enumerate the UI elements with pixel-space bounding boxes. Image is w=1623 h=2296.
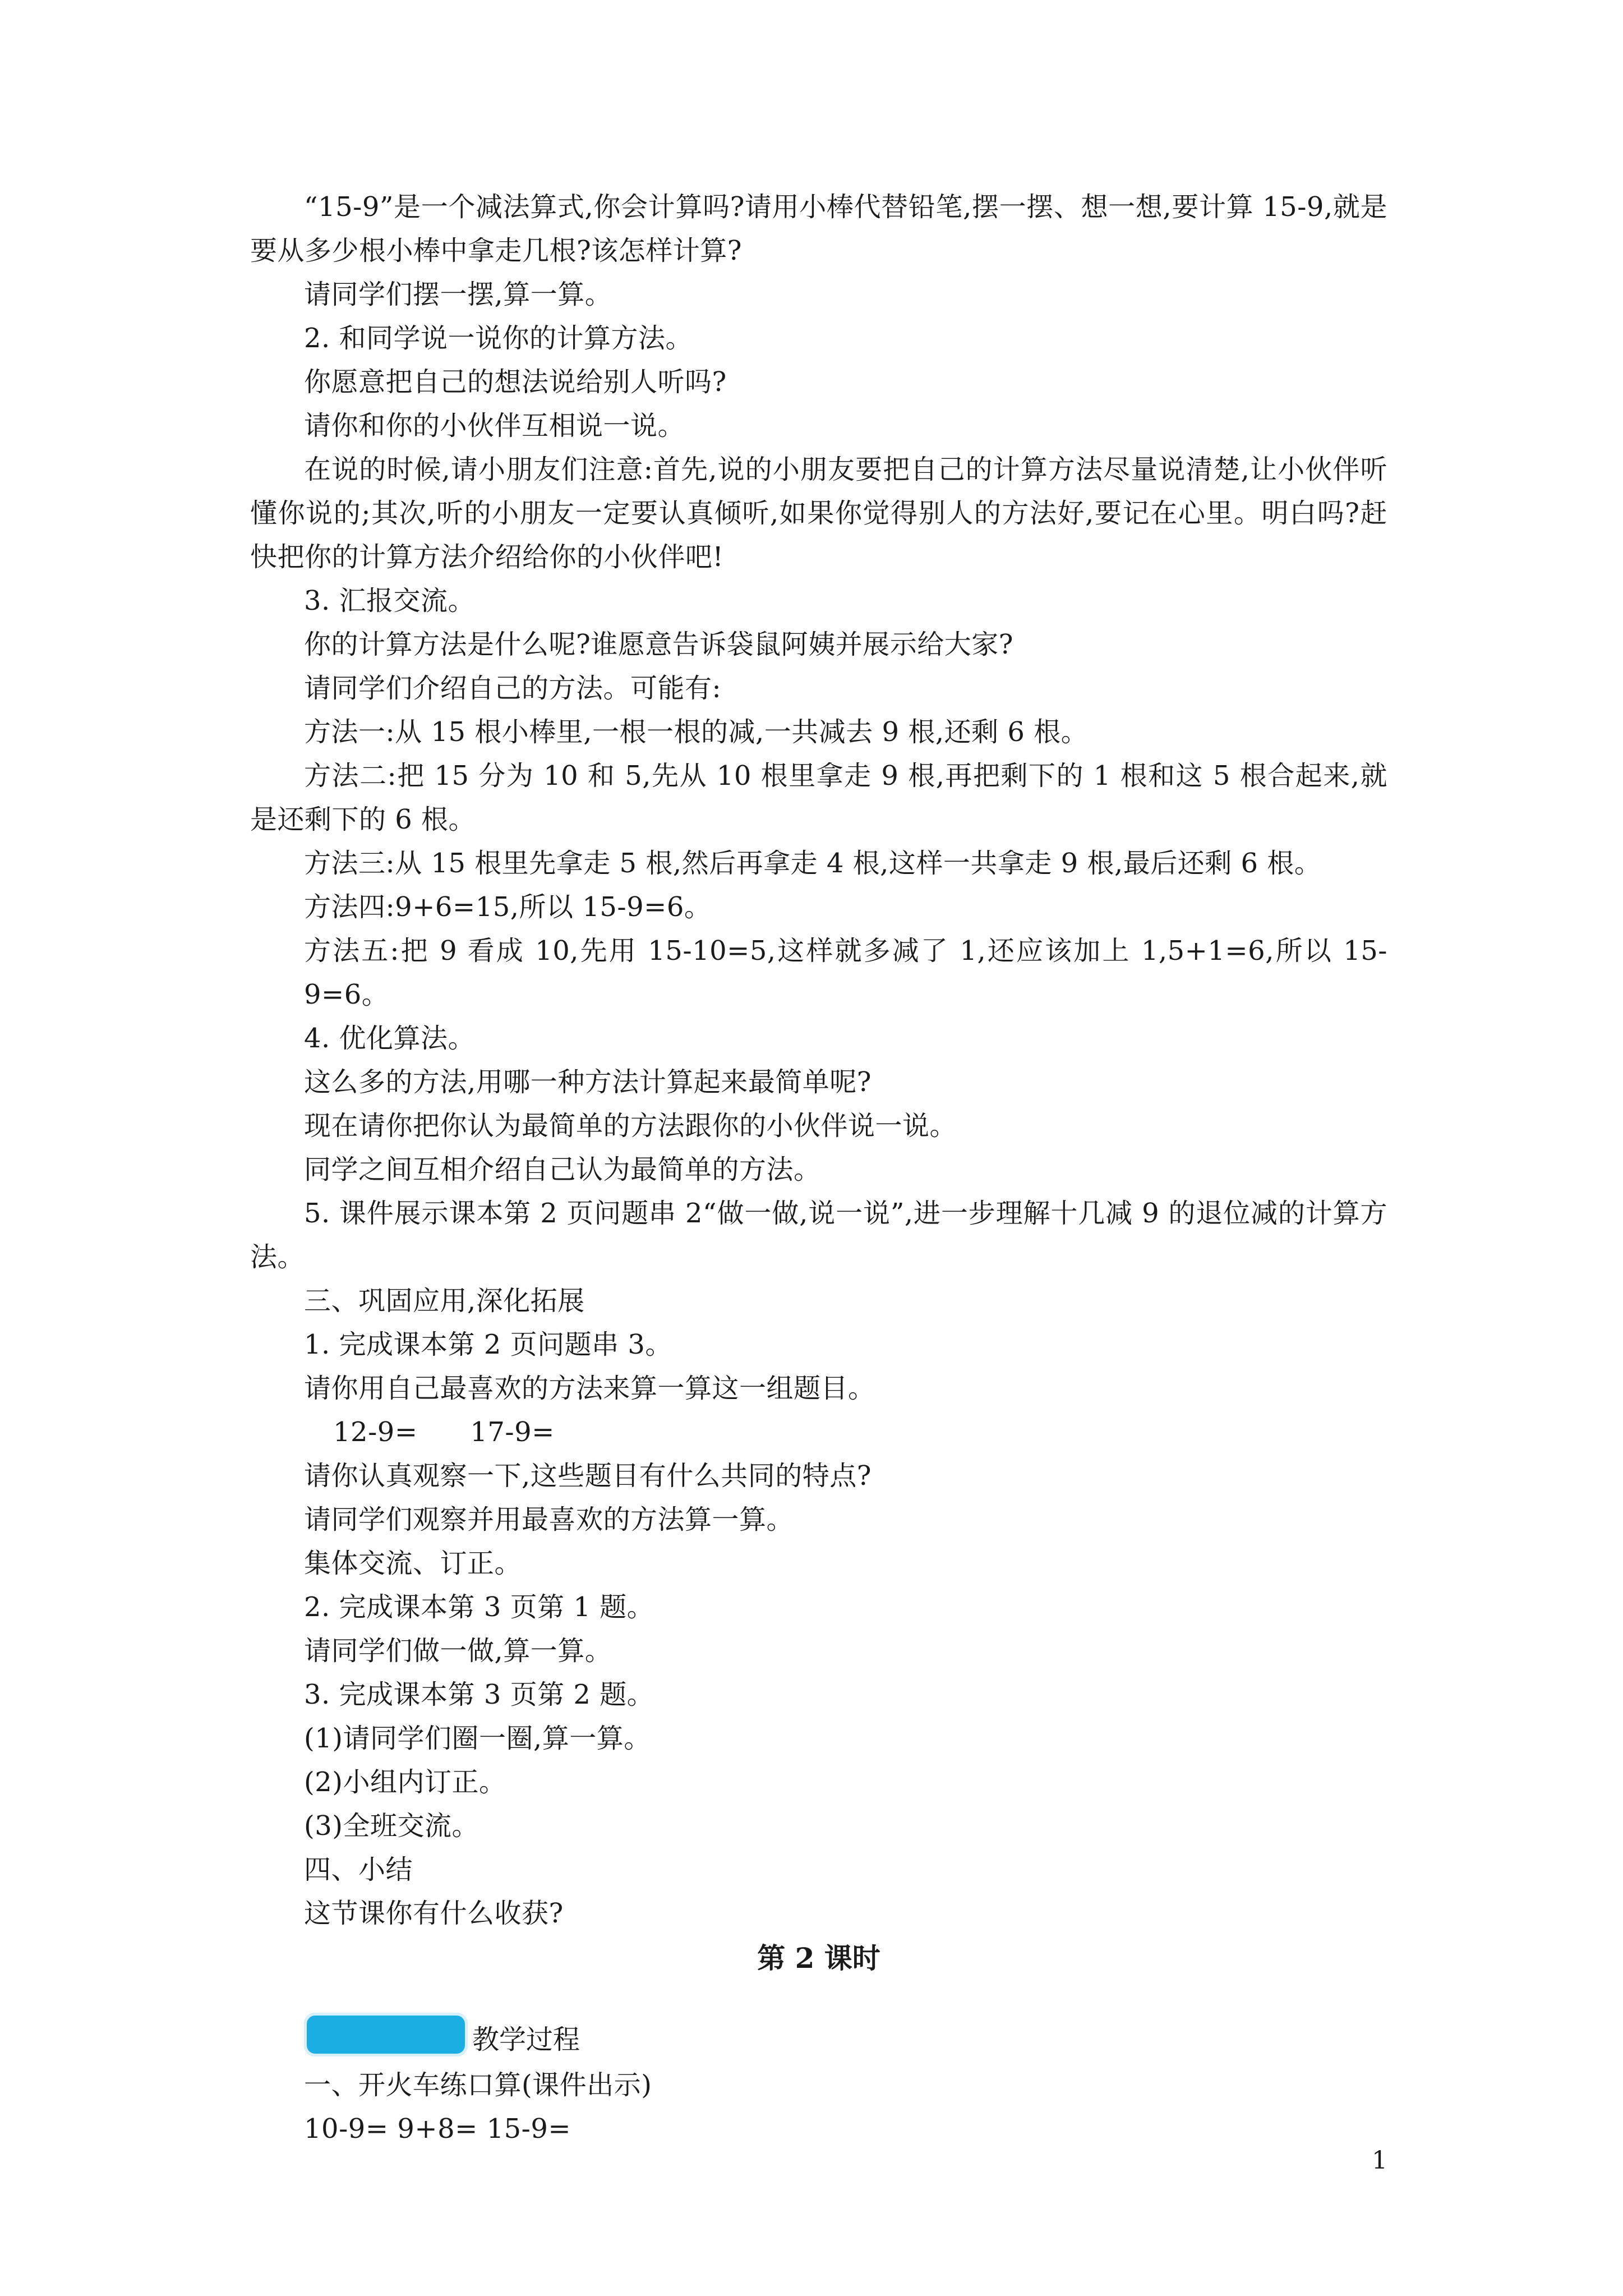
teaching-process-label <box>250 2001 1387 2056</box>
paragraph-line: 3. 汇报交流。 <box>304 585 476 616</box>
paragraph-line: 三、巩固应用,深化拓展 <box>304 1285 585 1317</box>
paragraph-line: 方法三:从 15 根里先拿走 5 根,然后再拿走 4 根,这样一共拿走 9 根,最后还剩 6 根。 <box>304 848 1322 879</box>
paragraph-line: 4. 优化算法。 <box>304 1023 476 1054</box>
paragraph-line: 集体交流、订正。 <box>304 1548 522 1579</box>
paragraph-line: (1)请同学们圈一圈,算一算。 <box>304 1723 651 1754</box>
teaching-process-text: 教学过程 <box>472 2024 580 2055</box>
paragraph-line: 12-9= 17-9= <box>333 1416 555 1448</box>
paragraph-line: (3)全班交流。 <box>304 1810 479 1842</box>
paragraph-line: 这么多的方法,用哪一种方法计算起来最简单呢? <box>304 1066 872 1098</box>
paragraph-line: 请你认真观察一下,这些题目有什么共同的特点? <box>304 1460 872 1492</box>
paragraph-line: 方法四:9+6=15,所以 15-9=6。 <box>304 891 712 923</box>
paragraph-line: 四、小结 <box>304 1854 413 1885</box>
label-pill-decoration <box>304 2013 468 2056</box>
paragraph-line: 请同学们摆一摆,算一算。 <box>304 279 612 310</box>
paragraph-line: “15-9”是一个减法算式,你会计算吗?请用小棒代替铅笔,摆一摆、想一想,要计算 15-9,就是要从多少根小棒中拿走几根?该怎样计算? <box>250 191 1387 266</box>
paragraph-line: 请你和你的小伙伴互相说一说。 <box>304 410 685 441</box>
paragraph-line: 10-9= 9+8= 15-9= <box>304 2113 571 2145</box>
paragraph-line: 1. 完成课本第 2 页问题串 3。 <box>304 1329 672 1360</box>
paragraph-line: 请你用自己最喜欢的方法来算一算这一组题目。 <box>304 1373 875 1404</box>
paragraph-line: 2. 和同学说一说你的计算方法。 <box>304 323 693 354</box>
paragraph-line: 请同学们做一做,算一算。 <box>304 1635 612 1667</box>
lesson-heading: 第 2 课时 <box>757 1941 880 1975</box>
paragraph-line: (2)小组内订正。 <box>304 1766 506 1798</box>
paragraph-line: 你愿意把自己的想法说给别人听吗? <box>304 366 727 398</box>
page-content <box>250 185 1387 2151</box>
paragraph-line: 同学之间互相介绍自己认为最简单的方法。 <box>304 1154 821 1185</box>
paragraph-line: 请同学们观察并用最喜欢的方法算一算。 <box>304 1504 794 1535</box>
paragraph-line: 3. 完成课本第 3 页第 2 题。 <box>304 1679 654 1710</box>
paragraph-line: 5. 课件展示课本第 2 页问题串 2“做一做,说一说”,进一步理解十几减 9 的退位减的计算方法。 <box>250 1198 1387 1273</box>
paragraph-line: 在说的时候,请小朋友们注意:首先,说的小朋友要把自己的计算方法尽量说清楚,让小伙伴听懂你说的;其次,听的小朋友一定要认真倾听,如果你觉得别人的方法好,要记在心里。明白吗?赶快把你的计算方法介绍给你的小伙伴吧! <box>250 454 1387 573</box>
second-lesson-section <box>250 2063 1387 2151</box>
paragraph-line: 方法一:从 15 根小棒里,一根一根的减,一共减去 9 根,还剩 6 根。 <box>304 716 1089 748</box>
lesson-body-section <box>250 185 1387 1935</box>
paragraph-line: 方法五:把 9 看成 10,先用 15-10=5,这样就多减了 1,还应该加上 1,5+1=6,所以 15-9=6。 <box>304 935 1387 1010</box>
paragraph-line: 2. 完成课本第 3 页第 1 题。 <box>304 1591 654 1623</box>
paragraph-line: 请同学们介绍自己的方法。可能有: <box>304 673 722 704</box>
paragraph-line: 方法二:把 15 分为 10 和 5,先从 10 根里拿走 9 根,再把剩下的 1 根和这 5 根合起来,就是还剩下的 6 根。 <box>250 760 1387 835</box>
paragraph-line: 你的计算方法是什么呢?谁愿意告诉袋鼠阿姨并展示给大家? <box>304 629 1013 660</box>
paragraph-line: 这节课你有什么收获? <box>304 1898 564 1929</box>
paragraph-line: 一、开火车练口算(课件出示) <box>304 2069 652 2101</box>
paragraph-line: 现在请你把你认为最简单的方法跟你的小伙伴说一说。 <box>304 1110 957 1142</box>
page-number: 1 <box>1372 2146 1387 2175</box>
